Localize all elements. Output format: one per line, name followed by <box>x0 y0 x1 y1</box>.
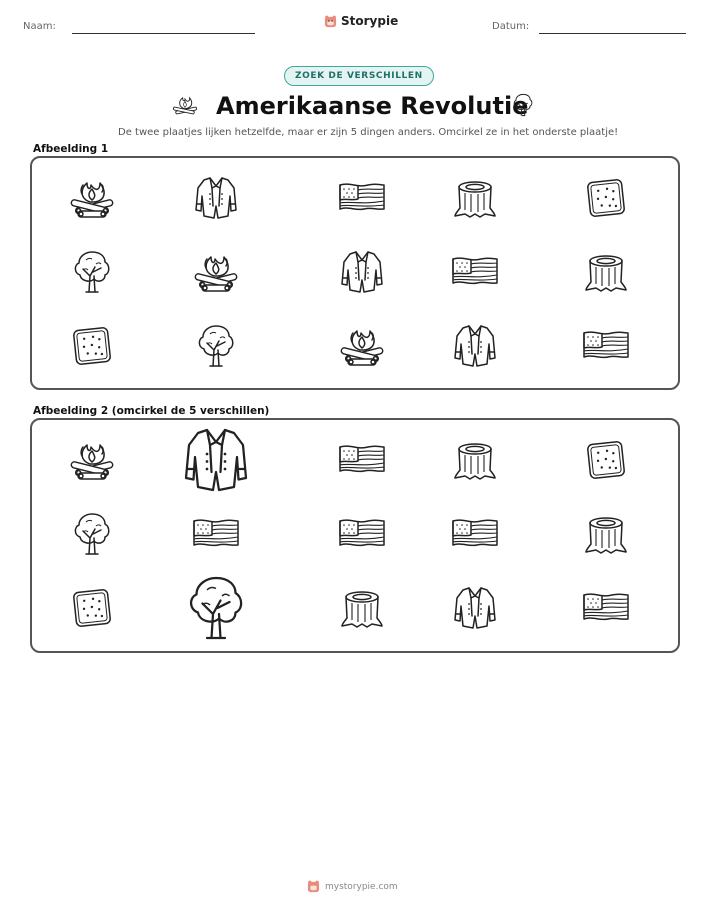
picture-item <box>192 322 240 370</box>
footer-url: mystorypie.com <box>325 881 398 892</box>
brand-logo <box>324 14 398 28</box>
picture-item[interactable] <box>338 436 386 484</box>
brand-name: Storypie <box>341 14 399 28</box>
picture-item <box>192 248 240 296</box>
picture-item[interactable] <box>180 572 252 644</box>
picture-item[interactable] <box>451 510 499 558</box>
coat-icon <box>338 248 386 296</box>
panel-1-label: Afbeelding 1 <box>33 143 109 155</box>
flag-icon <box>338 436 386 484</box>
stump-icon <box>451 174 499 222</box>
cracker-icon <box>582 436 630 484</box>
flag-icon <box>582 584 630 632</box>
picture-item <box>451 322 499 370</box>
page-title: Amerikaanse Revolutie <box>216 92 529 120</box>
stump-icon <box>338 584 386 632</box>
campfire-icon <box>172 92 198 118</box>
picture-item[interactable] <box>68 584 116 632</box>
tree-icon <box>192 322 240 370</box>
cracker-icon <box>582 174 630 222</box>
picture-item[interactable] <box>68 510 116 558</box>
stump-icon <box>582 510 630 558</box>
tree-icon <box>180 572 252 644</box>
flag-icon <box>338 174 386 222</box>
cracker-icon <box>68 322 116 370</box>
picture-item <box>451 174 499 222</box>
picture-item <box>338 174 386 222</box>
campfire-icon <box>68 174 116 222</box>
picture-panel-1 <box>30 156 680 390</box>
picture-item[interactable] <box>582 436 630 484</box>
name-label: Naam: <box>23 21 56 32</box>
picture-item <box>68 174 116 222</box>
picture-item[interactable] <box>338 510 386 558</box>
instructions: De twee plaatjes lijken hetzelfde, maar er zijn 5 dingen anders. Omcirkel ze in het onderste plaatje! <box>118 127 619 138</box>
activity-badge: ZOEK DE VERSCHILLEN <box>284 66 434 86</box>
date-field[interactable] <box>539 33 686 34</box>
picture-panel-2[interactable] <box>30 418 680 653</box>
picture-item <box>68 248 116 296</box>
picture-item[interactable] <box>582 510 630 558</box>
picture-item <box>338 322 386 370</box>
flag-icon <box>582 322 630 370</box>
picture-item <box>338 248 386 296</box>
tree-icon <box>68 248 116 296</box>
coat-icon <box>192 174 240 222</box>
picture-item[interactable] <box>582 584 630 632</box>
stump-icon <box>451 436 499 484</box>
panel-2-label: Afbeelding 2 (omcirkel de 5 verschillen) <box>33 405 270 417</box>
picture-item <box>582 248 630 296</box>
flag-icon <box>451 248 499 296</box>
picture-item <box>582 322 630 370</box>
campfire-icon <box>68 436 116 484</box>
bear-logo-icon <box>307 880 320 893</box>
date-label: Datum: <box>492 21 530 32</box>
picture-item[interactable] <box>192 510 240 558</box>
tree-icon <box>510 92 536 118</box>
title-tree-icon <box>510 92 536 118</box>
picture-item[interactable] <box>68 436 116 484</box>
cracker-icon <box>68 584 116 632</box>
picture-item[interactable] <box>338 584 386 632</box>
footer <box>307 880 398 893</box>
coat-icon <box>180 424 252 496</box>
picture-item[interactable] <box>451 584 499 632</box>
bear-logo-icon <box>324 15 337 28</box>
tree-icon <box>68 510 116 558</box>
picture-item <box>68 322 116 370</box>
flag-icon <box>338 510 386 558</box>
picture-item[interactable] <box>180 424 252 496</box>
title-campfire-icon <box>172 92 198 118</box>
campfire-icon <box>338 322 386 370</box>
picture-item <box>192 174 240 222</box>
coat-icon <box>451 322 499 370</box>
stump-icon <box>582 248 630 296</box>
picture-item <box>451 248 499 296</box>
picture-item <box>582 174 630 222</box>
flag-icon <box>192 510 240 558</box>
name-field[interactable] <box>72 33 255 34</box>
flag-icon <box>451 510 499 558</box>
picture-item[interactable] <box>451 436 499 484</box>
coat-icon <box>451 584 499 632</box>
campfire-icon <box>192 248 240 296</box>
